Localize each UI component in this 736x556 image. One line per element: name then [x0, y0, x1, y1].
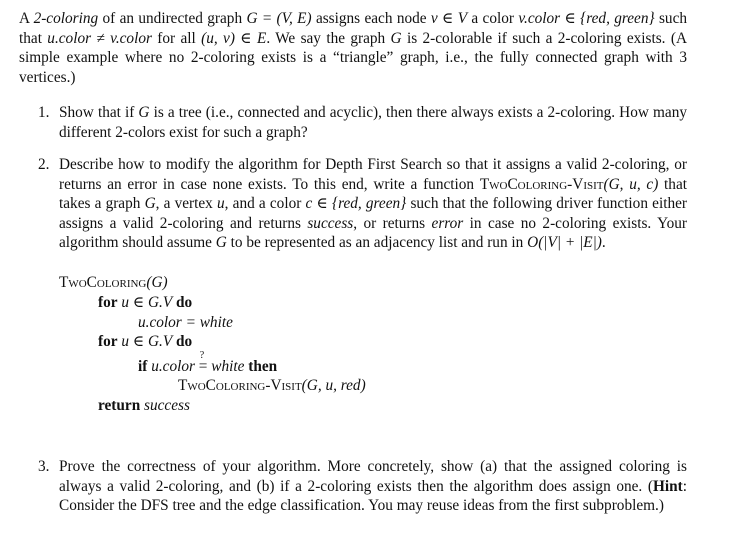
- intro-text: assigns each node: [311, 10, 431, 27]
- algorithm-line-return: [98, 396, 190, 416]
- algorithm-line-call: [178, 376, 366, 396]
- question-number: 3.: [38, 458, 50, 475]
- question-text: , a vertex: [155, 195, 217, 213]
- question-text: , and a color: [224, 195, 306, 213]
- question-equals: [198, 350, 208, 377]
- question-math: G: [144, 195, 156, 213]
- algorithm-line-for-2: [98, 332, 192, 352]
- question-math: u: [217, 195, 225, 213]
- question-2-text: [59, 155, 687, 253]
- intro-text: . We say the graph: [266, 29, 391, 47]
- hint-label: Hint: [653, 477, 683, 495]
- intro-math: v.color ∈ {red, green}: [518, 10, 655, 27]
- question-text: , or returns: [353, 214, 432, 232]
- question-math: error: [431, 214, 464, 232]
- loop-variable: u ∈ G.V: [121, 294, 173, 311]
- condition-lhs: u.color: [151, 358, 199, 375]
- intro-text: A: [19, 10, 34, 27]
- question-text: such that the following driver function either assigns a valid 2-coloring and returns: [59, 195, 687, 232]
- question-text: is a tree (i.e., connected and acyclic), then there always exists a 2-coloring. How many different 2-colors exist for such a graph?: [59, 104, 687, 141]
- intro-math: (u, v) ∈ E: [201, 29, 267, 47]
- return-value: success: [144, 397, 190, 414]
- intro-paragraph: [19, 9, 687, 87]
- question-text: Describe how to modify the algorithm for Depth First Search so that it assigns a valid 2-coloring, or returns an error in case none exists. To this end, write a function: [59, 156, 687, 193]
- intro-term: 2-coloring: [33, 10, 99, 27]
- question-mark: ?: [199, 350, 205, 361]
- question-text: : Consider the DFS tree and the edge classification. You may reuse ideas from the first subproblem.): [59, 477, 687, 515]
- intro-math: u.color ≠ v.color: [47, 29, 152, 47]
- algorithm-param: (G): [146, 274, 168, 291]
- keyword-return: return: [98, 397, 141, 414]
- keyword-if: if: [138, 358, 148, 375]
- question-math: success: [307, 214, 354, 232]
- condition-rhs: white: [207, 358, 245, 375]
- assignment: u.color = white: [138, 314, 233, 331]
- question-text: in case no 2-coloring exists. Your algorithm should assume: [59, 214, 687, 252]
- equals-sign: =: [198, 358, 208, 375]
- function-name: TwoColoring-Visit: [479, 175, 604, 193]
- algorithm-line-if: [138, 350, 278, 377]
- question-text: .: [601, 234, 606, 252]
- intro-text: is 2-colorable if such a 2-coloring exists. (A simple example where no 2-coloring exists is a “triangle” graph, i.e., the fully connected graph with 3 vertices.): [19, 29, 687, 86]
- keyword-for: for: [98, 294, 118, 311]
- algorithm-name: TwoColoring: [59, 274, 147, 291]
- intro-math: G: [390, 29, 402, 47]
- question-text: Prove the correctness of your algorithm. More concretely, show (a) that the assigned coloring is always a valid 2-coloring, and (b) if a 2-coloring exists then the algorithm does assign one. (: [59, 458, 687, 495]
- intro-math: v ∈ V: [430, 10, 468, 27]
- algorithm-line-assign: [138, 313, 233, 333]
- intro-text: such that: [19, 10, 688, 47]
- question-math: G: [215, 234, 227, 252]
- algorithm-line-for-1: [98, 293, 192, 313]
- call-name: TwoColoring-Visit: [178, 377, 302, 394]
- question-number: 1.: [38, 104, 50, 121]
- keyword-do: do: [176, 294, 193, 311]
- question-math: O(|V| + |E|): [527, 234, 602, 252]
- intro-text: a color: [467, 10, 519, 27]
- keyword-then: then: [248, 358, 278, 375]
- call-args: (G, u, red): [301, 377, 366, 394]
- keyword-do: do: [176, 333, 193, 350]
- question-3: [38, 457, 687, 516]
- question-1: [38, 103, 687, 142]
- question-2: [38, 155, 687, 253]
- question-1-text: [59, 103, 687, 142]
- loop-variable: u ∈ G.V: [121, 333, 173, 350]
- intro-math: G = (V, E): [246, 10, 312, 27]
- question-math: c ∈ {red, green}: [305, 195, 407, 213]
- question-text: to be represented as an adjacency list and run in: [226, 234, 528, 252]
- question-math: G: [138, 104, 150, 121]
- intro-text: for all: [151, 29, 202, 47]
- keyword-for: for: [98, 333, 118, 350]
- intro-text: of an undirected graph: [98, 10, 247, 27]
- question-3-text: [59, 457, 687, 516]
- algorithm-header: [59, 273, 168, 293]
- question-math: (G, u, c): [603, 175, 659, 193]
- question-number: 2.: [38, 156, 50, 173]
- question-text: Show that if: [59, 104, 139, 121]
- question-text: that takes a graph: [59, 175, 687, 213]
